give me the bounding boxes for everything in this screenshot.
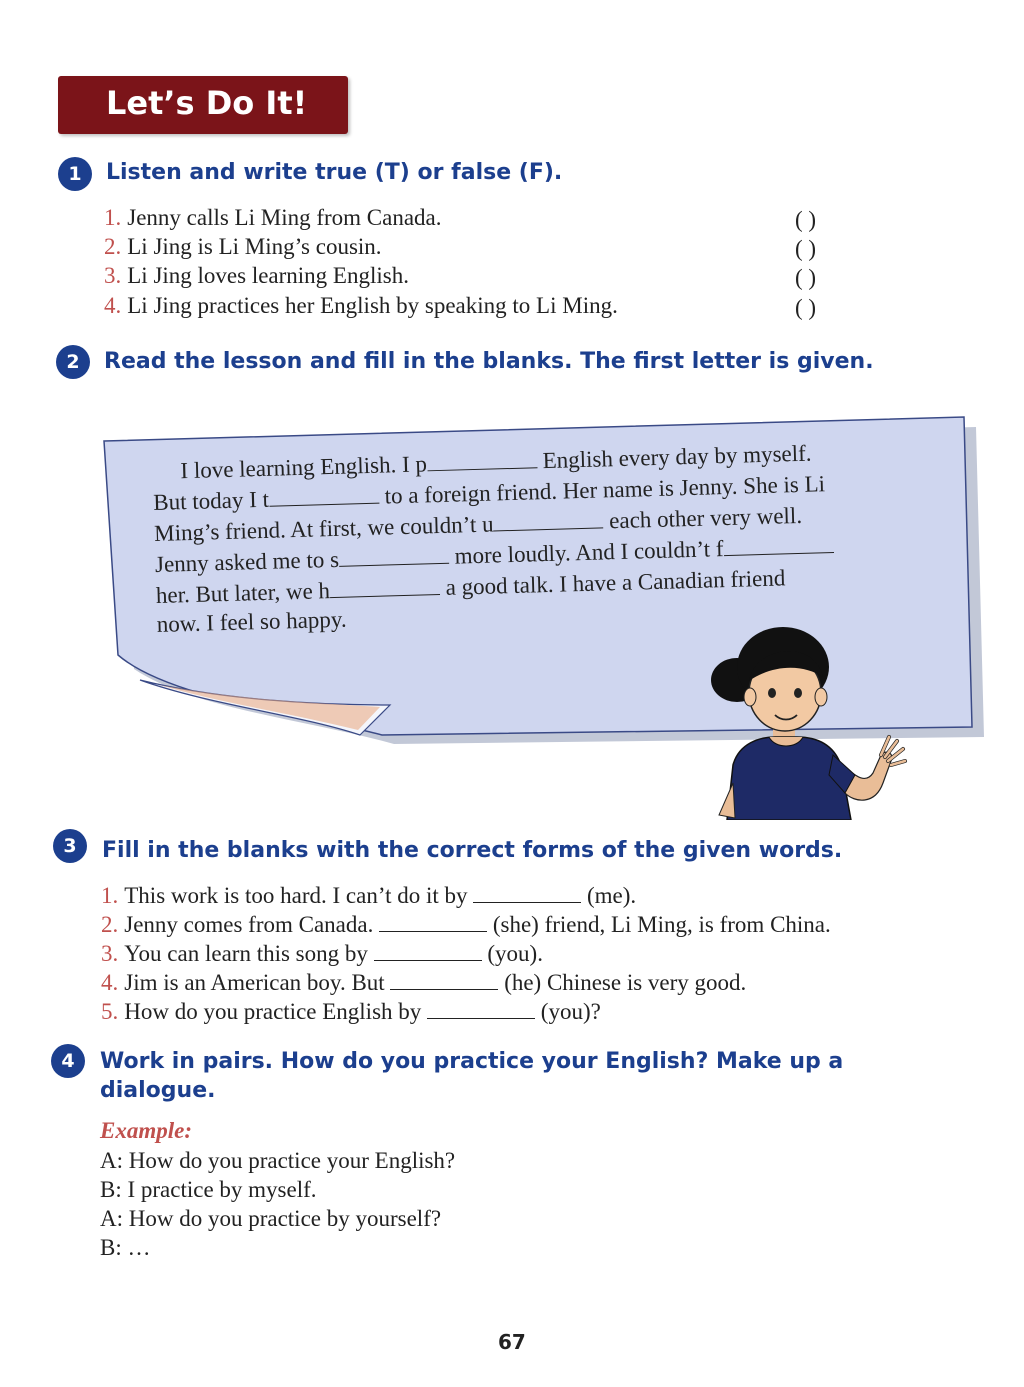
list-item: 4. Jim is an American boy. But (he) Chinese is very good. xyxy=(101,966,746,996)
example-label: Example: xyxy=(100,1118,192,1143)
answer-paren[interactable]: ( ) xyxy=(795,236,817,261)
blank-t[interactable] xyxy=(268,480,379,507)
section-4-badge: 4 xyxy=(51,1044,85,1078)
section-1-badge: 1 xyxy=(58,157,92,191)
section-2-heading: Read the lesson and fill in the blanks. The first letter is given. xyxy=(104,349,874,374)
list-item: 4. Li Jing practices her English by speaking to Li Ming. xyxy=(104,293,618,318)
dialogue-line: B: I practice by myself. xyxy=(100,1177,317,1202)
page-number: 67 xyxy=(498,1330,526,1354)
passage-text: I love learning English. I p English every day by myself. But today I t to a foreign friend. Her name is Jenny. She is Li Ming’s friend. At first, we couldn’t u each other very well. Jenny asked me to s more loudly. And I couldn’t f her. But later, we h a good talk. I have a Canadian friend now. I feel so happy. xyxy=(152,433,947,639)
dialogue-line: A: How do you practice your English? xyxy=(100,1148,456,1173)
blank-s[interactable] xyxy=(338,540,449,567)
blank-input[interactable] xyxy=(473,879,581,903)
section-2-badge: 2 xyxy=(56,345,90,379)
section-title-banner xyxy=(58,76,348,134)
dialogue-line: A: How do you practice by yourself? xyxy=(100,1206,442,1231)
section-title: Let’s Do It! xyxy=(106,84,308,122)
blank-input[interactable] xyxy=(374,937,482,961)
section-3-heading: Fill in the blanks with the correct forms of the given words. xyxy=(102,838,843,863)
blank-h[interactable] xyxy=(329,571,440,598)
list-item: 1. Jenny calls Li Ming from Canada. xyxy=(104,205,442,230)
answer-paren[interactable]: ( ) xyxy=(795,207,817,232)
blank-input[interactable] xyxy=(390,966,498,990)
blank-input[interactable] xyxy=(427,995,535,1019)
blank-u[interactable] xyxy=(493,504,604,531)
dialogue-line: B: … xyxy=(100,1235,151,1260)
section-3-badge: 3 xyxy=(53,829,87,863)
list-item: 2. Li Jing is Li Ming’s cousin. xyxy=(104,234,382,259)
girl-illustration xyxy=(705,615,920,820)
answer-paren[interactable]: ( ) xyxy=(795,295,817,320)
list-item: 3. Li Jing loves learning English. xyxy=(104,263,409,288)
section-4-heading: Work in pairs. How do you practice your English? Make up a xyxy=(100,1049,844,1074)
blank-f[interactable] xyxy=(723,529,834,556)
list-item: 2. Jenny comes from Canada. (she) friend, Li Ming, is from China. xyxy=(101,908,831,938)
blank-input[interactable] xyxy=(379,908,487,932)
answer-paren[interactable]: ( ) xyxy=(795,265,817,290)
blank-p[interactable] xyxy=(426,444,537,471)
list-item: 1. This work is too hard. I can’t do it by (me). xyxy=(101,879,636,909)
list-item: 3. You can learn this song by (you). xyxy=(101,937,543,967)
section-1-heading: Listen and write true (T) or false (F). xyxy=(106,160,563,185)
section-4-heading-cont: dialogue. xyxy=(100,1078,216,1103)
list-item: 5. How do you practice English by (you)? xyxy=(101,995,601,1025)
